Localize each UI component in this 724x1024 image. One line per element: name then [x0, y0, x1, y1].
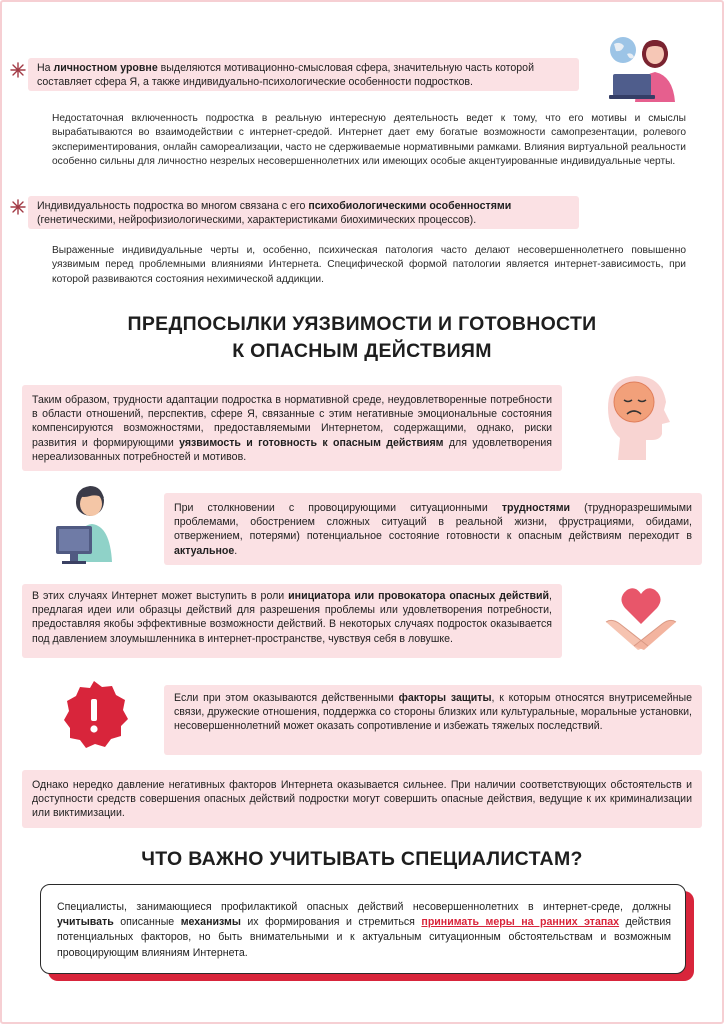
specialists-advice-box: Специалисты, занимающиеся профилактикой опасных действий несовершеннолетних в интернет-среде, должны учитывать описанные механизмы их формирования и стремиться принимать меры на ранних этапах действия потенциальных факторов, но быть внимательными и к актуальным ситуационным обстоятельствам и возможным провоцирующим влияниям Интернета.: [40, 884, 686, 974]
girl-laptop-illustration: [605, 32, 681, 104]
protection-factors-box: Если при этом оказываются действенными факторы защиты, к которым относятся внутрисемейные связи, дружеские отношения, поддержка со стороны близких или культуральные, моральные установки, несовершеннолетний может оказать сопротивление и избежать тяжелых последствий.: [164, 685, 702, 755]
heading-vulnerability-line2: К ОПАСНЫМ ДЕЙСТВИЯМ: [232, 340, 492, 362]
asterisk-bullet-icon: [10, 62, 26, 78]
paragraph-internet-motives: Недостаточная включенность подростка в реальную интересную деятельность ведет к тому, что его мотивы и смыслы вырабатываются во взаимодействии с интернет-средой. Интернет дает ему богатые возможности самопрезентации, ролевого экспериментирования, онлайн самореализации, часто не сдерживаемые нормативными рамками. Влияния виртуальной реальности особенно сильны для личностно незрелых несовершеннолетних или имеющих особые акцентуированные индивидуальные черты.: [52, 113, 686, 168]
asterisk-bullet-icon: [10, 199, 26, 215]
paragraph-pathology: Выраженные индивидуальные черты и, особенно, психическая патология часто делают несовершеннолетнего повышенно уязвимым перед проблемными влияниями Интернета. Специфической формой патологии является интернет-зависимость, при которой развиваются состояния нехимической аддикции.: [52, 245, 686, 285]
warning-badge-icon: [58, 679, 130, 751]
personal-level-box: На личностном уровне выделяются мотивационно-смысловая сфера, значительную часть которой составляет сфера Я, а также индивидуально-психологические особенности подростков.: [28, 58, 579, 91]
negative-pressure-box: Однако нередко давление негативных факторов Интернета оказывается сильнее. При наличии соответствующих обстоятельств и доступности средств совершения опасных действий подростки могут совершить опасные действия, ведущие к их криминализации или виктимизации.: [22, 770, 702, 828]
heading-vulnerability-line1: ПРЕДПОСЫЛКИ УЯЗВИМОСТИ И ГОТОВНОСТИ: [127, 313, 597, 335]
adaptation-difficulties-box: Таким образом, трудности адаптации подростка в нормативной среде, неудовлетворенные потребности в области отношений, перспектив, сфере Я, связанные с этим негативные эмоциональные состояния компенсируются возможностями, предоставляемыми Интернетом, содержащими, однако, риски развития и формирующими уязвимость и готовность к опасным действиям для удовлетворения нереализованных потребностей и мотивов.: [22, 385, 562, 471]
boy-computer-illustration: [54, 484, 130, 566]
provoking-difficulties-box: При столкновении с провоцирующими ситуационными трудностями (трудноразрешимыми проблемами, обострением сложных ситуаций в реальной жизни, фрустрациями, обидами, отвержением, потерями) потенциальное состояние готовности к опасным действиям переходит в актуальное.: [164, 493, 702, 565]
heading-specialists: ЧТО ВАЖНО УЧИТЫВАТЬ СПЕЦИАЛИСТАМ?: [141, 848, 583, 870]
internet-provocateur-box: В этих случаях Интернет может выступить в роли инициатора или провокатора опасных действий, предлагая идеи или образцы действий для разрешения проблемы или удовлетворения потребности, предоставляя якобы эффективные возможности действий. В некоторых случаях подросток оказывается под давлением злоумышленника в интернет-пространстве, чувствуя себя в ловушке.: [22, 584, 562, 658]
psychobiology-box: Индивидуальность подростка во многом связана с его психобиологическими особенностями (генетическими, нейрофизиологическими, характеристиками биохимических процессов).: [28, 196, 579, 229]
hands-heart-illustration: [602, 584, 680, 650]
sad-head-illustration: [600, 372, 672, 462]
